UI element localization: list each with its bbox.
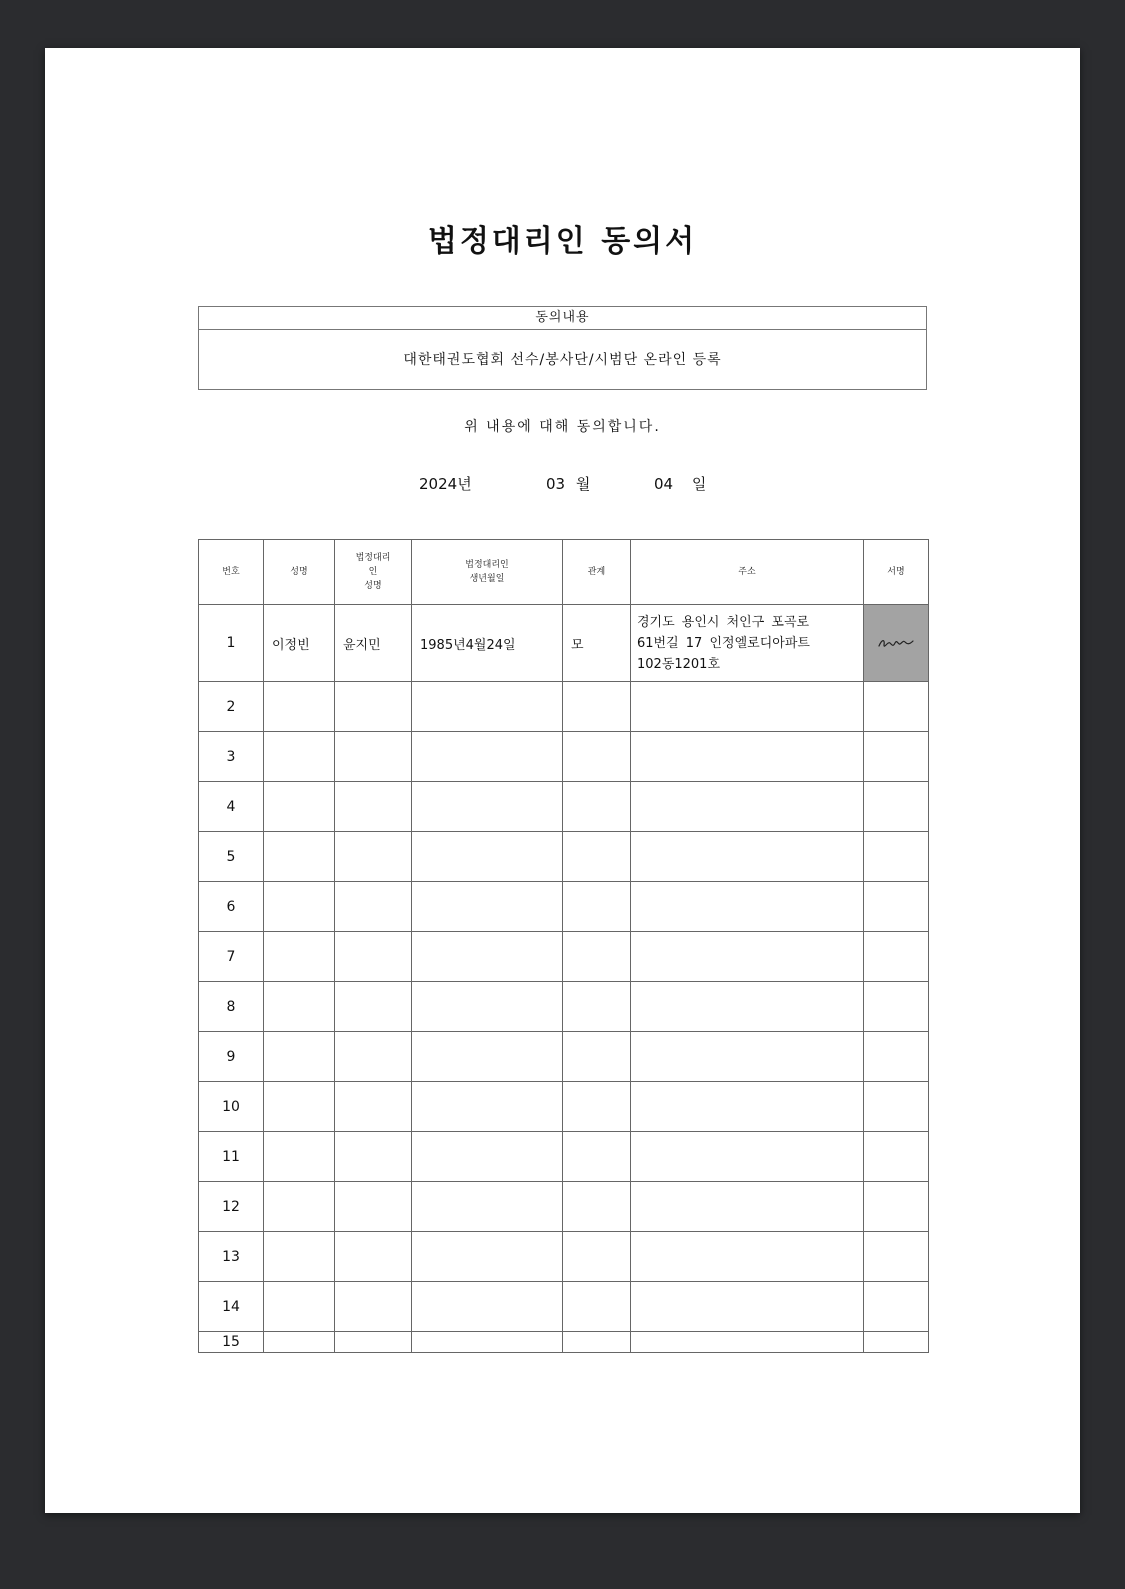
cell-num: 7: [199, 932, 264, 982]
table-row: [199, 1232, 929, 1282]
header-guardian-name-line2: 인: [368, 567, 378, 577]
cell-name: [264, 1232, 335, 1282]
cell-guardian-birth: [412, 1232, 563, 1282]
table-row: [199, 1082, 929, 1132]
cell-signature: [864, 1182, 929, 1232]
cell-relation: [563, 1132, 631, 1182]
cell-guardian-name: [335, 1082, 412, 1132]
cell-signature: [864, 1282, 929, 1332]
header-guardian-birth-line1: 법정대리인: [465, 560, 509, 570]
cell-address: [631, 682, 864, 732]
cell-address: [631, 882, 864, 932]
address-line-1: 경기도 용인시 처인구 포곡로: [637, 614, 810, 630]
cell-address: [631, 1032, 864, 1082]
cell-address: [631, 1332, 864, 1353]
cell-address: [631, 1232, 864, 1282]
cell-guardian-name: [335, 782, 412, 832]
header-num: 번호: [199, 540, 264, 605]
cell-name: [264, 1282, 335, 1332]
cell-guardian-birth: [412, 1282, 563, 1332]
header-address: 주소: [631, 540, 864, 605]
cell-num: 9: [199, 1032, 264, 1082]
cell-name: [264, 1082, 335, 1132]
cell-signature: [864, 1332, 929, 1353]
cell-signature: [864, 1032, 929, 1082]
cell-signature: [864, 682, 929, 732]
date-day: [654, 473, 706, 494]
cell-address: [631, 605, 864, 682]
cell-guardian-name: [335, 1332, 412, 1353]
cell-address: [631, 982, 864, 1032]
cell-signature: [864, 932, 929, 982]
cell-guardian-birth: [412, 832, 563, 882]
table-row: [199, 882, 929, 932]
date-day-value: 04: [654, 475, 674, 493]
table-row: [199, 732, 929, 782]
cell-num: 4: [199, 782, 264, 832]
cell-num: 3: [199, 732, 264, 782]
table-row: [199, 782, 929, 832]
cell-relation: [563, 1182, 631, 1232]
address-line-2: 61번길 17 인정엘로디아파트: [637, 635, 810, 651]
cell-name: [264, 1182, 335, 1232]
cell-guardian-name: [335, 732, 412, 782]
cell-relation: [563, 1282, 631, 1332]
cell-signature: [864, 1132, 929, 1182]
cell-relation: [563, 732, 631, 782]
cell-guardian-name: [335, 832, 412, 882]
cell-signature: [864, 732, 929, 782]
cell-relation: [563, 832, 631, 882]
document-title: 법정대리인 동의서: [427, 224, 698, 259]
cell-guardian-birth: [412, 1332, 563, 1353]
table-row: [199, 1032, 929, 1082]
cell-num: 10: [199, 1082, 264, 1132]
cell-guardian-birth: [412, 932, 563, 982]
table-row: [199, 682, 929, 732]
cell-relation: [563, 982, 631, 1032]
cell-name: [264, 832, 335, 882]
cell-signature: [864, 782, 929, 832]
date-year-unit: 년: [457, 475, 472, 493]
date-year: [419, 473, 472, 494]
cell-guardian-name: [335, 1232, 412, 1282]
cell-address: [631, 1182, 864, 1232]
cell-num: 6: [199, 882, 264, 932]
cell-num: 15: [199, 1332, 264, 1353]
cell-address: [631, 1282, 864, 1332]
cell-address: [631, 832, 864, 882]
cell-guardian-birth: 1985년4월24일: [412, 605, 563, 682]
header-guardian-name: [335, 540, 412, 605]
cell-guardian-name: [335, 682, 412, 732]
cell-relation: [563, 1332, 631, 1353]
table-row: [199, 1182, 929, 1232]
cell-guardian-name: [335, 882, 412, 932]
header-guardian-name-line1: 법정대리: [355, 553, 391, 563]
cell-guardian-name: [335, 1182, 412, 1232]
cell-guardian-birth: [412, 1032, 563, 1082]
cell-signature: [864, 1082, 929, 1132]
cell-signature: [864, 832, 929, 882]
table-header-row: [199, 540, 929, 605]
header-guardian-birth-line2: 생년월일: [469, 574, 505, 584]
cell-address: [631, 932, 864, 982]
cell-guardian-birth: [412, 1082, 563, 1132]
table-row: [199, 605, 929, 682]
cell-name: [264, 1032, 335, 1082]
cell-relation: [563, 782, 631, 832]
cell-name: [264, 1132, 335, 1182]
cell-relation: 모: [563, 605, 631, 682]
header-name: 성명: [264, 540, 335, 605]
document-page: [45, 48, 1080, 1513]
cell-guardian-birth: [412, 682, 563, 732]
cell-address: [631, 732, 864, 782]
signature-icon: [876, 633, 916, 653]
table-row: [199, 1132, 929, 1182]
cell-signature: [864, 605, 929, 682]
cell-num: 13: [199, 1232, 264, 1282]
cell-guardian-birth: [412, 732, 563, 782]
cell-num: 5: [199, 832, 264, 882]
cell-num: 12: [199, 1182, 264, 1232]
cell-guardian-name: [335, 982, 412, 1032]
cell-num: 2: [199, 682, 264, 732]
cell-name: [264, 882, 335, 932]
cell-relation: [563, 1032, 631, 1082]
header-relation: 관계: [563, 540, 631, 605]
cell-num: 11: [199, 1132, 264, 1182]
cell-guardian-name: 윤지민: [335, 605, 412, 682]
cell-name: [264, 782, 335, 832]
table-row: [199, 832, 929, 882]
cell-num: 1: [199, 605, 264, 682]
agree-statement: 위 내용에 대해 동의합니다.: [464, 419, 661, 435]
cell-address: [631, 1132, 864, 1182]
cell-guardian-birth: [412, 882, 563, 932]
cell-guardian-birth: [412, 1182, 563, 1232]
cell-name: [264, 732, 335, 782]
cell-guardian-name: [335, 932, 412, 982]
cell-guardian-name: [335, 1132, 412, 1182]
cell-relation: [563, 932, 631, 982]
header-guardian-name-line3: 성명: [364, 581, 382, 591]
table-row: [199, 1332, 929, 1353]
cell-name: [264, 982, 335, 1032]
cell-signature: [864, 1232, 929, 1282]
cell-signature: [864, 982, 929, 1032]
consent-header: 동의내용: [199, 307, 926, 330]
table-row: [199, 932, 929, 982]
cell-relation: [563, 1082, 631, 1132]
date-year-value: 2024: [419, 475, 458, 493]
consent-box: [198, 306, 927, 390]
table-row: [199, 982, 929, 1032]
consent-body: 대한태권도협회 선수/봉사단/시범단 온라인 등록: [403, 352, 722, 368]
date-day-unit: 일: [691, 475, 707, 493]
cell-name: [264, 932, 335, 982]
date-month-unit: 월: [575, 475, 591, 493]
header-guardian-birth: [412, 540, 563, 605]
cell-relation: [563, 882, 631, 932]
date-month-value: 03: [546, 475, 566, 493]
cell-relation: [563, 682, 631, 732]
cell-name: [264, 682, 335, 732]
cell-guardian-birth: [412, 782, 563, 832]
cell-relation: [563, 1232, 631, 1282]
cell-guardian-birth: [412, 982, 563, 1032]
cell-signature: [864, 882, 929, 932]
cell-guardian-birth: [412, 1132, 563, 1182]
cell-name: [264, 1332, 335, 1353]
cell-address: [631, 1082, 864, 1132]
cell-address: [631, 782, 864, 832]
cell-guardian-name: [335, 1282, 412, 1332]
date-month: [546, 473, 590, 494]
header-signature: 서명: [864, 540, 929, 605]
address-line-3: 102동1201호: [637, 656, 721, 672]
cell-num: 14: [199, 1282, 264, 1332]
guardian-table: [198, 539, 929, 1353]
cell-num: 8: [199, 982, 264, 1032]
table-row: [199, 1282, 929, 1332]
cell-guardian-name: [335, 1032, 412, 1082]
cell-name: 이정빈: [264, 605, 335, 682]
